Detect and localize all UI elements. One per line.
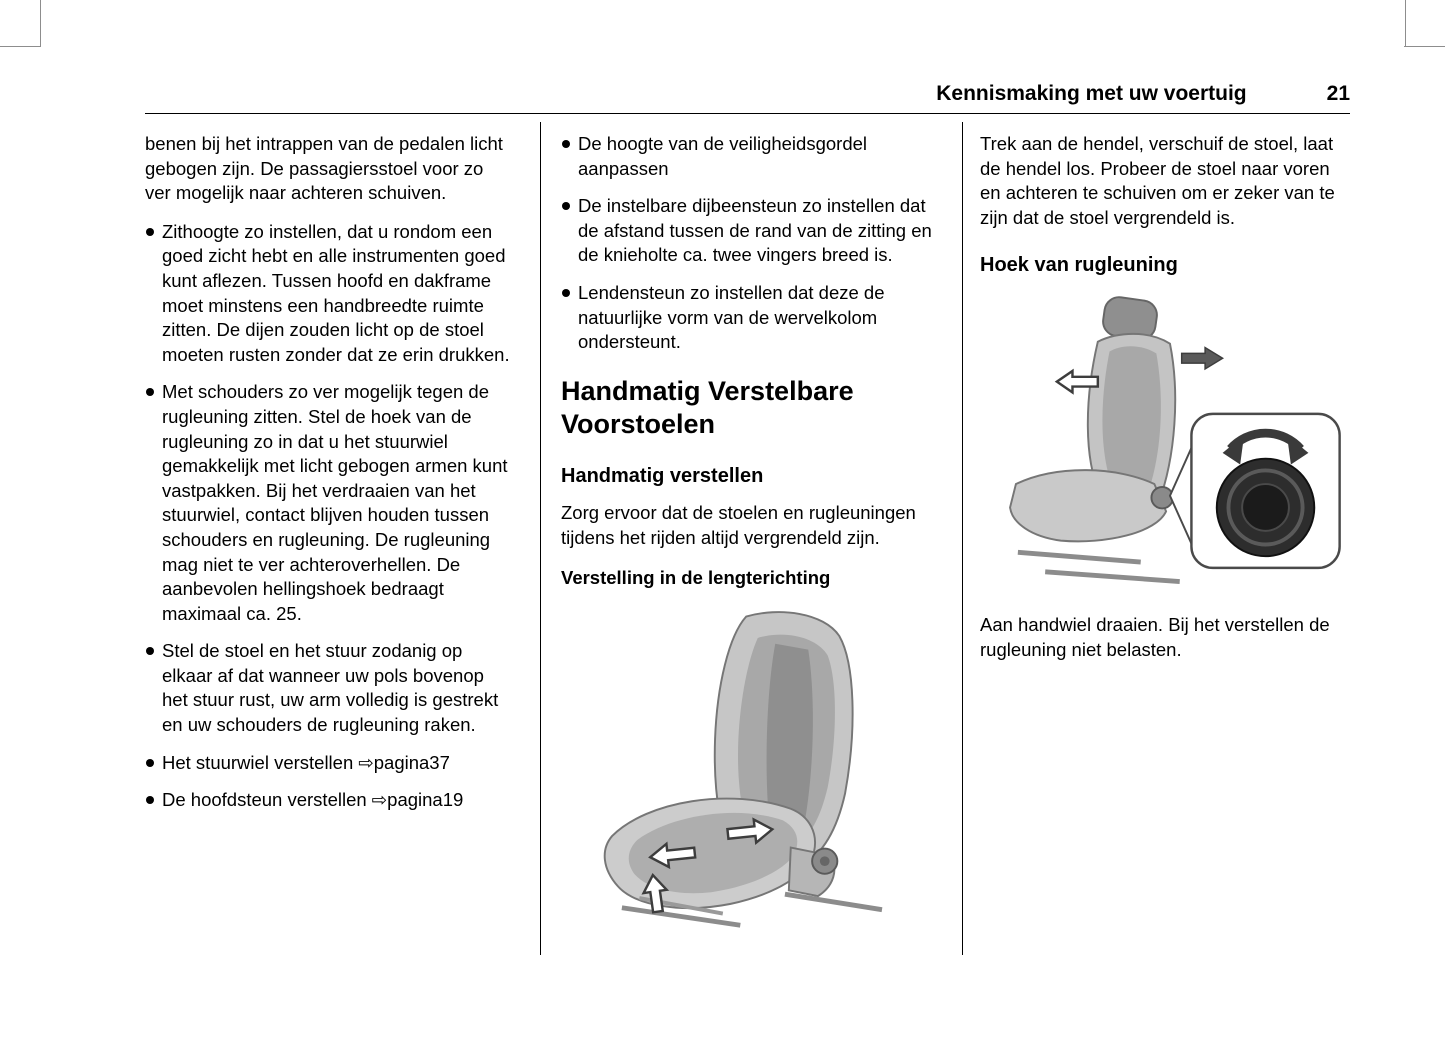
seat-slide-illustration (585, 603, 950, 933)
crossref-label: De hoofdsteun verstellen (162, 789, 367, 811)
bullet-icon (146, 647, 154, 655)
seat-rail (785, 894, 882, 910)
list-item-crossref (145, 751, 514, 776)
crossref-label: Het stuurwiel verstellen (162, 751, 354, 773)
crop-mark (1405, 0, 1406, 47)
seat-rail (1045, 572, 1180, 582)
header-rule (145, 113, 1350, 114)
crop-mark (0, 46, 41, 47)
column-1 (145, 122, 540, 955)
list-item-text: Stel de stoel en het stuur zodanig op elkaar af dat wanneer uw pols bovenop het stuur rust, uw arm volledig is gestrekt en uw schouders de rugleuning raken. (162, 640, 499, 736)
list-item-text: Zithoogte zo instellen, dat u rondom een goed zicht hebt en alle instrumenten goed kunt aflezen. Tussen hoofd en dakframe moet minstens een handbreedte ruimte zitten. De dijen zouden licht op de stoel moeten rusten zonder dat ze erin drukken. (162, 220, 510, 365)
subsection-heading: Handmatig verstellen (561, 464, 764, 487)
body-paragraph: Aan handwiel draaien. Bij het verstellen de rugleuning niet belasten. (980, 613, 1330, 660)
column-2 (540, 122, 962, 955)
list-item (145, 639, 514, 737)
seat-recline-illustration (988, 291, 1350, 603)
seat-cushion (1010, 470, 1166, 541)
seat-recline-figure (988, 291, 1350, 603)
bullet-icon (562, 289, 570, 297)
list-item-text: Lendensteun zo instellen dat deze de natuurlijke vorm van de wervelkolom ondersteunt. (578, 281, 885, 353)
seat-backrest-panel (1102, 346, 1160, 491)
seat-rail (622, 908, 740, 925)
seat-adjust-list-continued (561, 132, 950, 355)
list-item-crossref (145, 788, 514, 813)
section-heading: Handmatig Verstelbare Voorstoelen (561, 375, 854, 439)
chapter-title: Kennismaking met uw voertuig (936, 82, 1247, 105)
body-paragraph: Trek aan de hendel, verschuif de stoel, laat de hendel los. Probeer de stoel naar voren en achteren te schuiven om er zeker van te zijn dat de stoel vergrendeld is. (980, 133, 1335, 228)
page-content (145, 122, 1350, 955)
bullet-icon (146, 228, 154, 236)
list-item-text: Met schouders zo ver mogelijk tegen de rugleuning zitten. Stel de hoek van de rugleuning zo in dat u het stuurwiel gemakkelijk met licht gebogen armen kunt vastpakken. Bij het verdraaien van het stuurwiel, contact blijven houden tussen schouders en rugleuning. De rugleuning mag niet te ver achteroverhellen. De aanbevolen hellingshoek bedraagt maximaal ca. 25. (162, 381, 508, 624)
list-item-text: De hoogte van de veiligheidsgordel aanpassen (578, 133, 868, 179)
seat-slide-figure (585, 603, 915, 933)
seat-adjust-list (145, 220, 514, 813)
column-3 (962, 122, 1350, 955)
crop-mark (40, 0, 41, 47)
figure-heading: Verstelling in de lengterichting (561, 567, 831, 589)
list-item-text: De instelbare dijbeensteun zo instellen dat de afstand tussen de rand van de zitting en de knieholte ca. twee vingers breed is. (578, 195, 932, 266)
intro-paragraph: benen bij het intrappen van de pedalen licht gebogen zijn. De passagiersstoel voor zo ver mogelijk naar achteren schuiven. (145, 133, 503, 204)
crossref-page: ⇨pagina37 (358, 751, 450, 773)
recliner-knob-icon (1151, 487, 1172, 508)
list-item (561, 194, 950, 268)
page-number: 21 (1326, 82, 1350, 105)
arrow-right-icon (1182, 348, 1223, 369)
bullet-icon (146, 388, 154, 396)
crop-mark (1404, 46, 1445, 47)
bullet-icon (146, 759, 154, 767)
list-item (145, 380, 514, 626)
seat-rail (1018, 552, 1141, 562)
body-paragraph: Zorg ervoor dat de stoelen en rugleuningen tijdens het rijden altijd vergrendeld zijn. (561, 502, 916, 548)
list-item (561, 132, 950, 181)
bullet-icon (146, 796, 154, 804)
subsection-heading: Hoek van rugleuning (980, 254, 1178, 277)
bullet-icon (562, 140, 570, 148)
list-item (561, 281, 950, 355)
list-item (145, 220, 514, 368)
recliner-knob-center (820, 856, 830, 866)
crossref-page: ⇨pagina19 (371, 789, 464, 811)
page-header (145, 82, 1350, 106)
handwheel-center (1242, 484, 1289, 531)
bullet-icon (562, 202, 570, 210)
